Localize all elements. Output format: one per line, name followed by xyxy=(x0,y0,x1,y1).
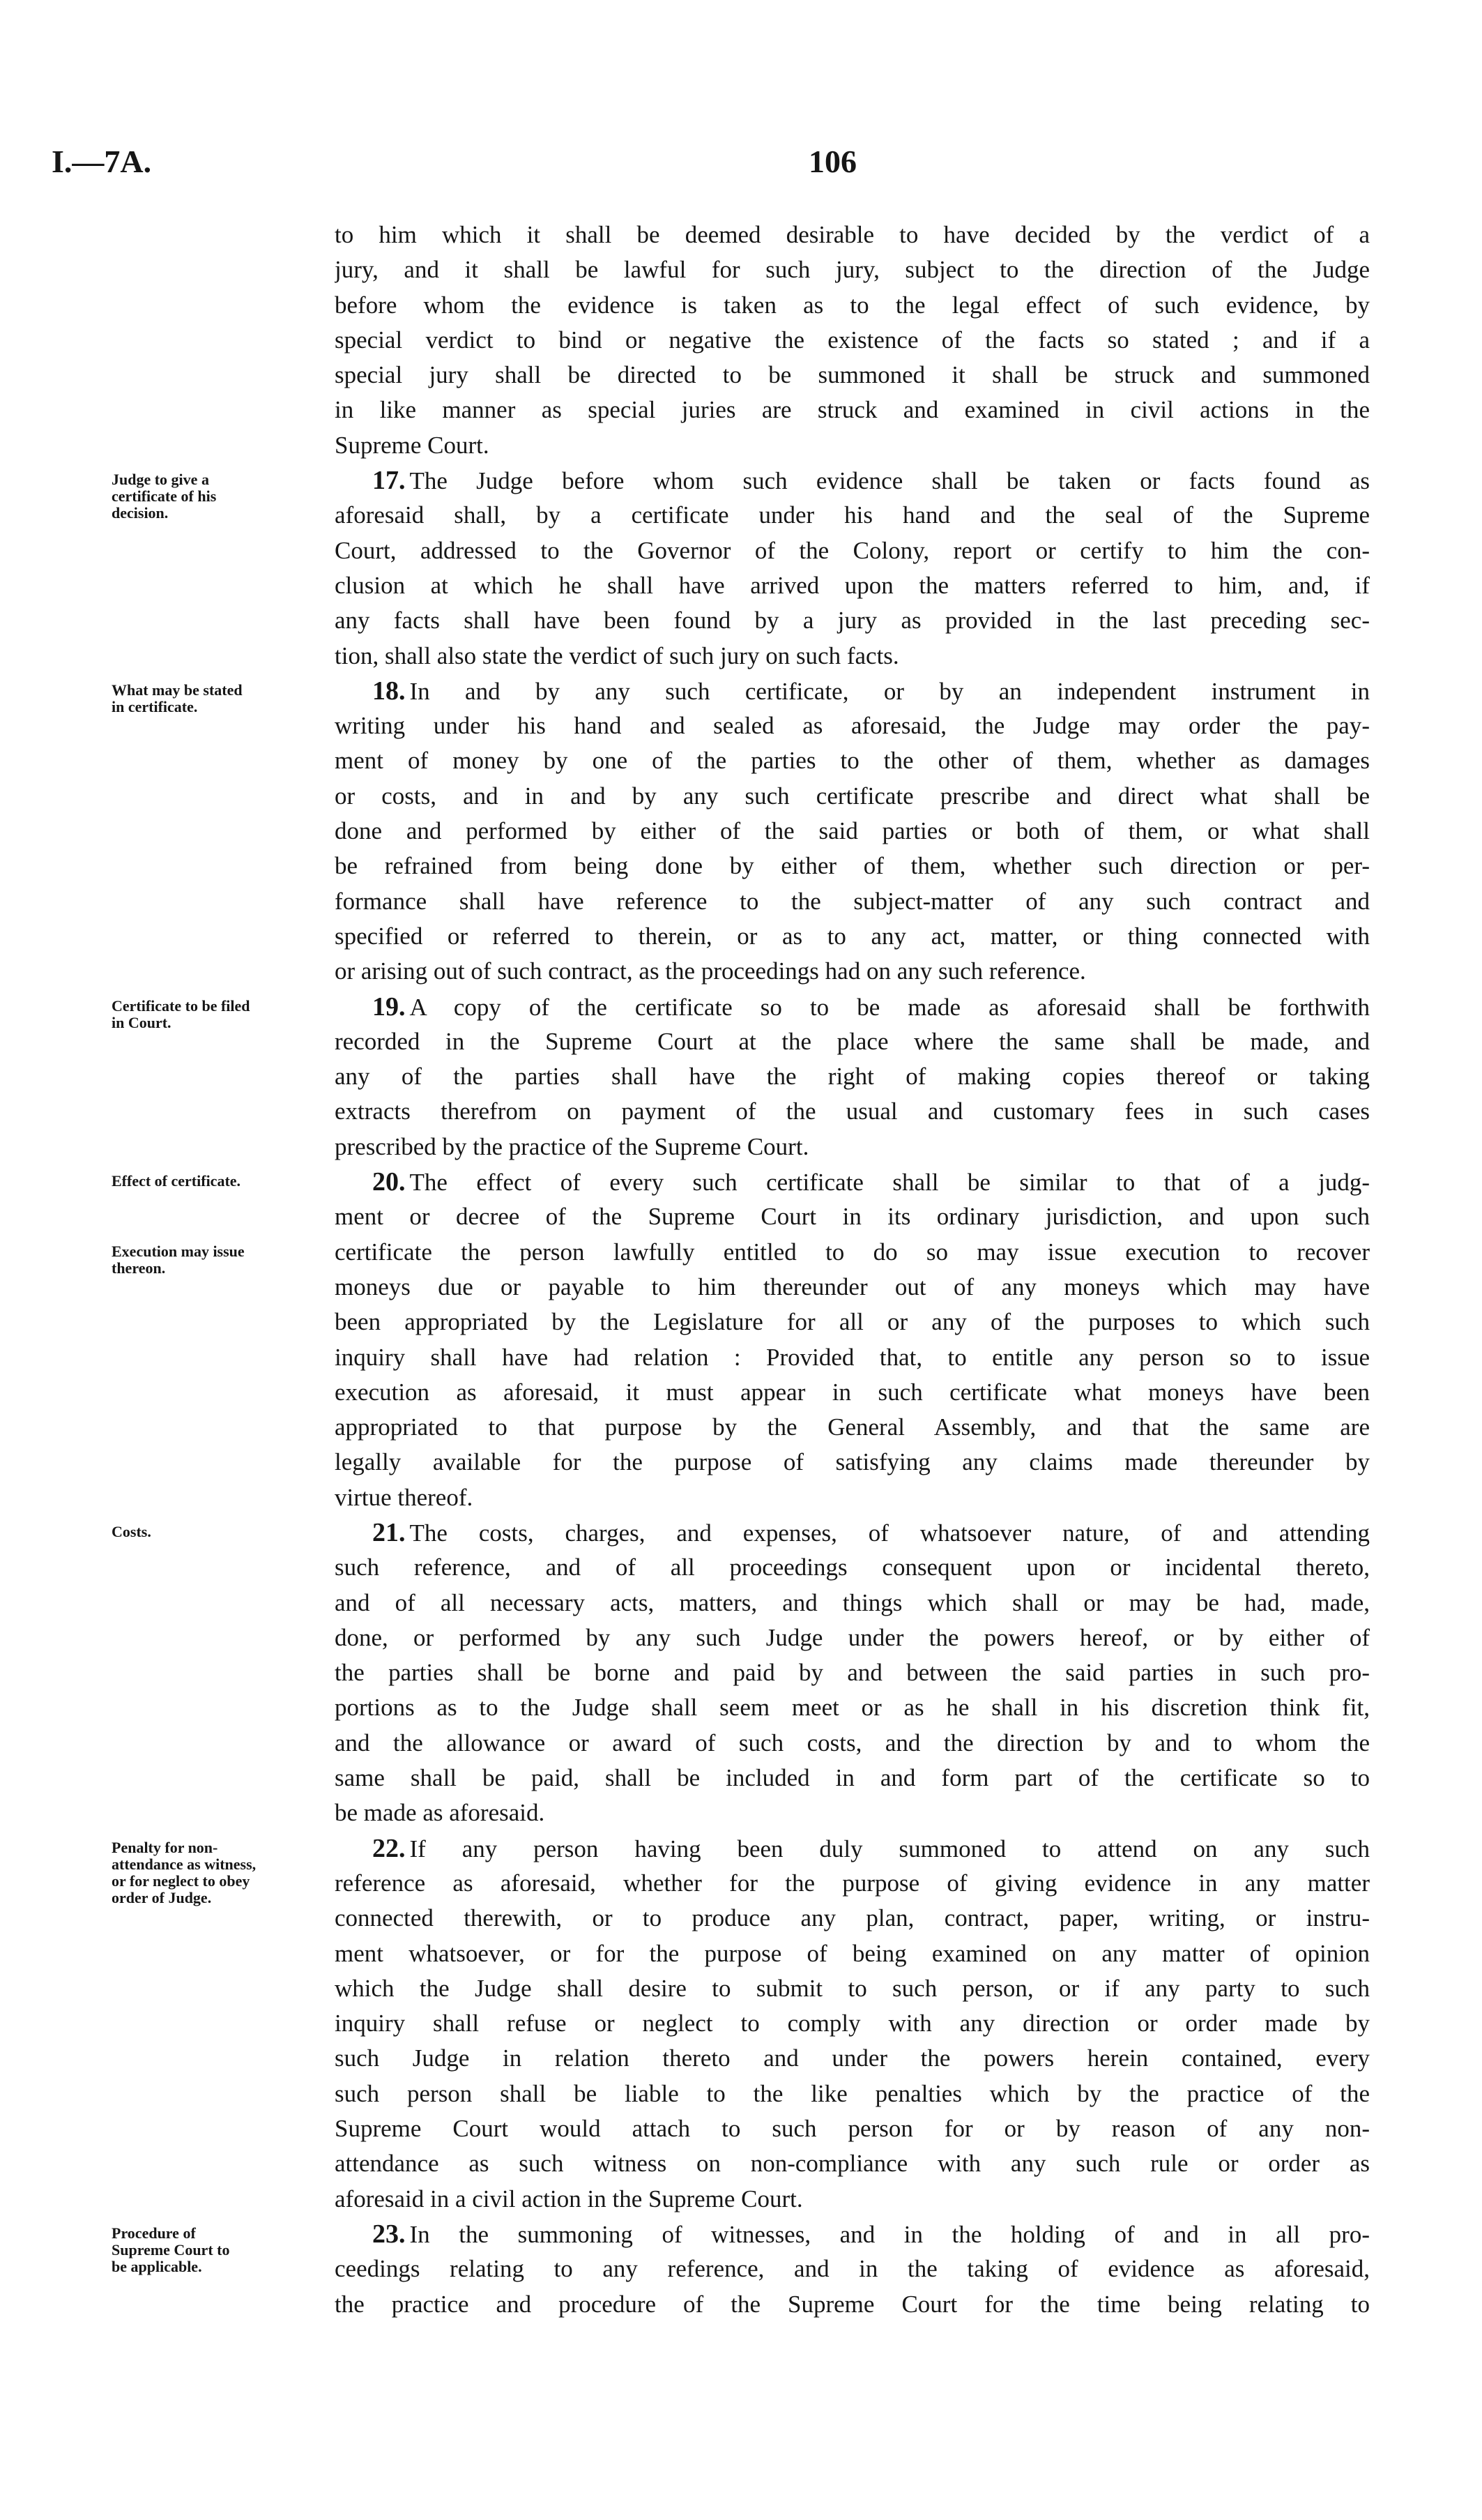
line-text: done and performed by either of the said parties or both of them, or what shall xyxy=(335,817,1370,845)
text-line xyxy=(335,1024,1370,1059)
line-text: Court, addressed to the Governor of the Colony, report or certify to him the con- xyxy=(335,536,1370,564)
line-text: or arising out of such contract, as the proceedings had on any such reference. xyxy=(335,957,1086,985)
text-line xyxy=(335,1550,1370,1585)
margin-note-line: in Court. xyxy=(112,1013,171,1031)
text-line xyxy=(335,2182,1370,2217)
line-text: inquiry shall refuse or neglect to comply with any direction or order made by xyxy=(335,2010,1370,2037)
text-line xyxy=(335,463,1370,498)
margin-note xyxy=(112,1839,321,1906)
text-line xyxy=(335,1831,1370,1866)
text-line xyxy=(335,1059,1370,1094)
margin-note-line: Penalty for non- xyxy=(112,1838,218,1856)
text-line xyxy=(335,2252,1370,2286)
text-line xyxy=(335,2217,1370,2252)
text-line xyxy=(335,989,1370,1024)
text-line xyxy=(335,1094,1370,1129)
section-number: 20. xyxy=(372,1167,406,1197)
text-line xyxy=(335,1164,1370,1199)
text-line xyxy=(335,2146,1370,2181)
text-line xyxy=(335,1866,1370,1901)
margin-note-line: What may be stated xyxy=(112,681,243,699)
margin-note-line: attendance as witness, xyxy=(112,1855,257,1873)
line-text: prescribed by the practice of the Supreme Court. xyxy=(335,1132,809,1160)
section-number: 19. xyxy=(372,992,406,1022)
line-text: portions as to the Judge shall seem meet or as he shall in his discretion think fit, xyxy=(335,1694,1370,1722)
line-text: and of all necessary acts, matters, and things which shall or may be had, made, xyxy=(335,1588,1370,1616)
line-text: A copy of the certificate so to be made as aforesaid shall be forthwith xyxy=(409,993,1370,1021)
line-text: The effect of every such certificate shall be similar to that of a judg- xyxy=(409,1169,1370,1197)
section xyxy=(335,1164,1370,1515)
margin-note xyxy=(112,2225,321,2275)
text-line xyxy=(335,919,1370,954)
margin-note-line: be applicable. xyxy=(112,2258,202,2276)
text-line xyxy=(335,603,1370,638)
text-line xyxy=(335,1235,1370,1270)
line-text: or costs, and in and by any such certificate prescribe and direct what shall be xyxy=(335,782,1370,810)
line-text: such person shall be liable to the like penalties which by the practice of the xyxy=(335,2079,1370,2107)
line-text: The costs, charges, and expenses, of whatsoever nature, of and attending xyxy=(409,1519,1370,1547)
margin-note xyxy=(112,682,321,715)
section xyxy=(335,674,1370,989)
line-text: clusion at which he shall have arrived upon the matters referred to him, and, if xyxy=(335,571,1370,599)
line-text: aforesaid in a civil action in the Supreme Court. xyxy=(335,2185,803,2212)
line-text: be made as aforesaid. xyxy=(335,1799,545,1827)
text-line xyxy=(335,1586,1370,1620)
line-text: execution as aforesaid, it must appear in such certificate what moneys have been xyxy=(335,1378,1370,1406)
line-text: which the Judge shall desire to submit to such person, or if any party to such xyxy=(335,1974,1370,2002)
margin-note-line: or for neglect to obey xyxy=(112,1872,250,1890)
text-line xyxy=(335,639,1370,674)
text-line xyxy=(335,1936,1370,1971)
line-text: any of the parties shall have the right of making copies thereof or taking xyxy=(335,1063,1370,1091)
line-text: special verdict to bind or negative the existence of the facts so stated ; and if a xyxy=(335,326,1370,354)
margin-note xyxy=(112,1243,321,1277)
margin-note-line: Supreme Court to xyxy=(112,2241,230,2259)
margin-note-line: in certificate. xyxy=(112,697,198,715)
section-number: 22. xyxy=(372,1833,406,1863)
line-text: If any person having been duly summoned to attend on any such xyxy=(409,1835,1370,1862)
line-text: writing under his hand and sealed as aforesaid, the Judge may order the pay- xyxy=(335,712,1370,740)
margin-note xyxy=(112,1173,321,1190)
text-line xyxy=(335,1480,1370,1515)
line-text: done, or performed by any such Judge under the powers hereof, or by either of xyxy=(335,1623,1370,1651)
line-text: reference as aforesaid, whether for the purpose of giving evidence in any matter xyxy=(335,1869,1370,1897)
line-text: in like manner as special juries are struck and examined in civil actions in the xyxy=(335,396,1370,424)
text-line xyxy=(335,1796,1370,1830)
text-line xyxy=(335,1410,1370,1445)
margin-note xyxy=(112,998,321,1031)
text-line xyxy=(335,1620,1370,1655)
line-text: In the summoning of witnesses, and in the holding of and in all pro- xyxy=(409,2220,1370,2248)
text-line xyxy=(335,1901,1370,1936)
section xyxy=(335,2217,1370,2322)
line-text: Supreme Court. xyxy=(335,431,489,459)
text-line xyxy=(335,1130,1370,1164)
text-line xyxy=(335,288,1370,323)
line-text: certificate the person lawfully entitled to do so may issue execution to recover xyxy=(335,1238,1370,1266)
text-line xyxy=(335,218,1370,252)
text-line xyxy=(335,2077,1370,2111)
text-line xyxy=(335,1375,1370,1410)
text-line xyxy=(335,708,1370,743)
text-line xyxy=(335,674,1370,708)
text-line xyxy=(335,814,1370,849)
line-text: legally available for the purpose of satisfying any claims made thereunder by xyxy=(335,1448,1370,1476)
line-text: special jury shall be directed to be summoned it shall be struck and summoned xyxy=(335,361,1370,389)
text-line xyxy=(335,323,1370,358)
line-text: attendance as such witness on non-compliance with any such rule or order as xyxy=(335,2150,1370,2178)
line-text: any facts shall have been found by a jury as provided in the last preceding sec- xyxy=(335,607,1370,635)
section xyxy=(335,463,1370,674)
margin-note xyxy=(112,1524,321,1540)
page-number: 106 xyxy=(809,144,857,179)
line-text: ment of money by one of the parties to the other of them, whether as damages xyxy=(335,747,1370,775)
margin-note-line: order of Judge. xyxy=(112,1888,212,1906)
line-text: formance shall have reference to the subject-matter of any such contract and xyxy=(335,887,1370,915)
text-line xyxy=(335,2041,1370,2076)
line-text: tion, shall also state the verdict of such jury on such facts. xyxy=(335,642,899,669)
text-line xyxy=(335,393,1370,427)
line-text: be refrained from being done by either of them, whether such direction or per- xyxy=(335,852,1370,880)
text-line xyxy=(335,1726,1370,1761)
text-line xyxy=(335,954,1370,989)
line-text: such Judge in relation thereto and under the powers herein contained, every xyxy=(335,2044,1370,2072)
margin-note-line: Certificate to be filed xyxy=(112,996,250,1015)
text-line xyxy=(335,1761,1370,1796)
line-text: ment or decree of the Supreme Court in its ordinary jurisdiction, and upon such xyxy=(335,1203,1370,1231)
text-line xyxy=(335,1971,1370,2006)
line-text: the practice and procedure of the Supreme Court for the time being relating to xyxy=(335,2290,1370,2318)
margin-note-line: Execution may issue xyxy=(112,1242,245,1260)
line-text: ment whatsoever, or for the purpose of being examined on any matter of opinion xyxy=(335,1939,1370,1967)
section xyxy=(335,1831,1370,2217)
line-text: been appropriated by the Legislature for all or any of the purposes to which such xyxy=(335,1308,1370,1336)
text-line xyxy=(335,1270,1370,1305)
text-line xyxy=(335,1199,1370,1234)
margin-note-line: Costs. xyxy=(112,1523,151,1541)
line-text: such reference, and of all proceedings consequent upon or incidental thereto, xyxy=(335,1554,1370,1581)
text-line xyxy=(335,1305,1370,1339)
text-line xyxy=(335,1340,1370,1375)
line-text: The Judge before whom such evidence shall be taken or facts found as xyxy=(409,467,1370,495)
section-number: 23. xyxy=(372,2219,406,2249)
text-line xyxy=(335,1515,1370,1550)
line-text: Supreme Court would attach to such person for or by reason of any non- xyxy=(335,2115,1370,2143)
text-line xyxy=(335,1655,1370,1690)
text-line xyxy=(335,428,1370,463)
section xyxy=(335,218,1370,463)
text-line xyxy=(335,2111,1370,2146)
text-line xyxy=(335,358,1370,393)
section-number: 17. xyxy=(372,466,406,496)
line-text: recorded in the Supreme Court at the place where the same shall be made, and xyxy=(335,1027,1370,1055)
text-line xyxy=(335,849,1370,883)
text-line xyxy=(335,743,1370,778)
margin-note-line: Effect of certificate. xyxy=(112,1172,241,1190)
line-text: specified or referred to therein, or as to any act, matter, or thing connected with xyxy=(335,922,1370,950)
margin-note-line: decision. xyxy=(112,504,169,522)
text-line xyxy=(335,568,1370,603)
text-line xyxy=(335,884,1370,919)
text-line xyxy=(335,252,1370,287)
line-text: before whom the evidence is taken as to the legal effect of such evidence, by xyxy=(335,291,1370,319)
text-line xyxy=(335,498,1370,533)
line-text: same shall be paid, shall be included in and form part of the certificate so to xyxy=(335,1764,1370,1792)
text-line xyxy=(335,779,1370,814)
text-line xyxy=(335,533,1370,568)
text-line xyxy=(335,1445,1370,1480)
section-number: 21. xyxy=(372,1517,406,1547)
line-text: the parties shall be borne and paid by and between the said parties in such pro- xyxy=(335,1659,1370,1687)
line-text: virtue thereof. xyxy=(335,1483,473,1511)
line-text: and the allowance or award of such costs, and the direction by and to whom the xyxy=(335,1729,1370,1756)
margin-note-line: Judge to give a xyxy=(112,471,209,489)
line-text: inquiry shall have had relation : Provided that, to entitle any person so to issue xyxy=(335,1343,1370,1371)
section-number: 18. xyxy=(372,676,406,706)
section xyxy=(335,1515,1370,1831)
margin-note-line: thereon. xyxy=(112,1259,166,1277)
line-text: moneys due or payable to him thereunder out of any moneys which may have xyxy=(335,1273,1370,1300)
section xyxy=(335,989,1370,1164)
line-text: connected therewith, or to produce any plan, contract, paper, writing, or instru- xyxy=(335,1904,1370,1932)
document-series-code: I.—7A. xyxy=(52,144,152,179)
line-text: In and by any such certificate, or by an independent instrument in xyxy=(409,677,1370,705)
margin-note-line: Procedure of xyxy=(112,2224,196,2242)
margin-note-line: certificate of his xyxy=(112,487,217,506)
text-line xyxy=(335,1690,1370,1725)
line-text: jury, and it shall be lawful for such jury, subject to the direction of the Judge xyxy=(335,256,1370,284)
body-text xyxy=(335,218,1370,2322)
margin-note xyxy=(112,471,321,522)
line-text: to him which it shall be deemed desirable to have decided by the verdict of a xyxy=(335,221,1370,248)
line-text: aforesaid shall, by a certificate under his hand and the seal of the Supreme xyxy=(335,501,1370,529)
text-line xyxy=(335,2006,1370,2041)
line-text: appropriated to that purpose by the General Assembly, and that the same are xyxy=(335,1413,1370,1441)
line-text: extracts therefrom on payment of the usual and customary fees in such cases xyxy=(335,1098,1370,1125)
line-text: ceedings relating to any reference, and in the taking of evidence as aforesaid, xyxy=(335,2255,1370,2283)
text-line xyxy=(335,2287,1370,2322)
